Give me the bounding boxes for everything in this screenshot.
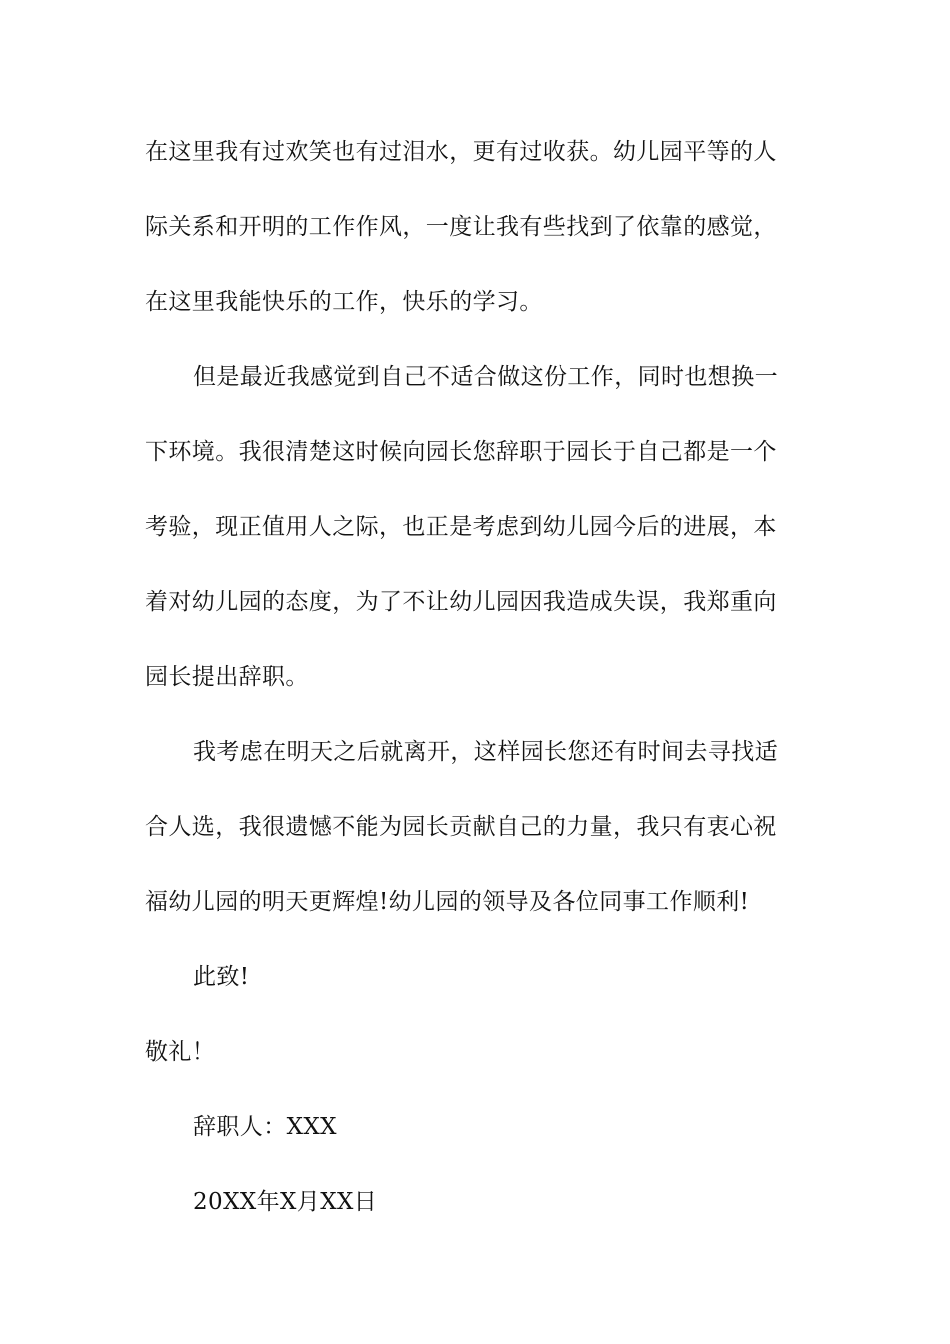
paragraph-3-line-2: 合人选，我很遗憾不能为园长贡献自己的力量，我只有衷心祝 — [145, 814, 777, 840]
paragraph-1-line-1: 在这里我有过欢笑也有过泪水，更有过收获。幼儿园平等的人 — [145, 139, 777, 165]
paragraph-2-line-2: 下环境。我很清楚这时候向园长您辞职于园长于自己都是一个 — [145, 439, 777, 465]
signer-line: 辞职人：XXX — [193, 1114, 337, 1140]
paragraph-1-line-3: 在这里我能快乐的工作，快乐的学习。 — [145, 289, 543, 315]
paragraph-2-line-5: 园长提出辞职。 — [145, 664, 309, 690]
date-line: 20XX年X月XX日 — [193, 1189, 378, 1215]
paragraph-1-line-2: 际关系和开明的工作作风，一度让我有些找到了依靠的感觉， — [145, 214, 777, 240]
paragraph-2-line-1: 但是最近我感觉到自己不适合做这份工作，同时也想换一 — [193, 364, 778, 390]
paragraph-2-line-4: 着对幼儿园的态度，为了不让幼儿园因我造成失误，我郑重向 — [145, 589, 777, 615]
paragraph-3-line-3: 福幼儿园的明天更辉煌!幼儿园的领导及各位同事工作顺利! — [145, 889, 750, 915]
paragraph-2-line-3: 考验，现正值用人之际，也正是考虑到幼儿园今后的进展，本 — [145, 514, 777, 540]
closing-phrase: 此致! — [193, 964, 250, 990]
salute-phrase: 敬礼！ — [145, 1039, 216, 1065]
paragraph-3-line-1: 我考虑在明天之后就离开，这样园长您还有时间去寻找适 — [193, 739, 778, 765]
